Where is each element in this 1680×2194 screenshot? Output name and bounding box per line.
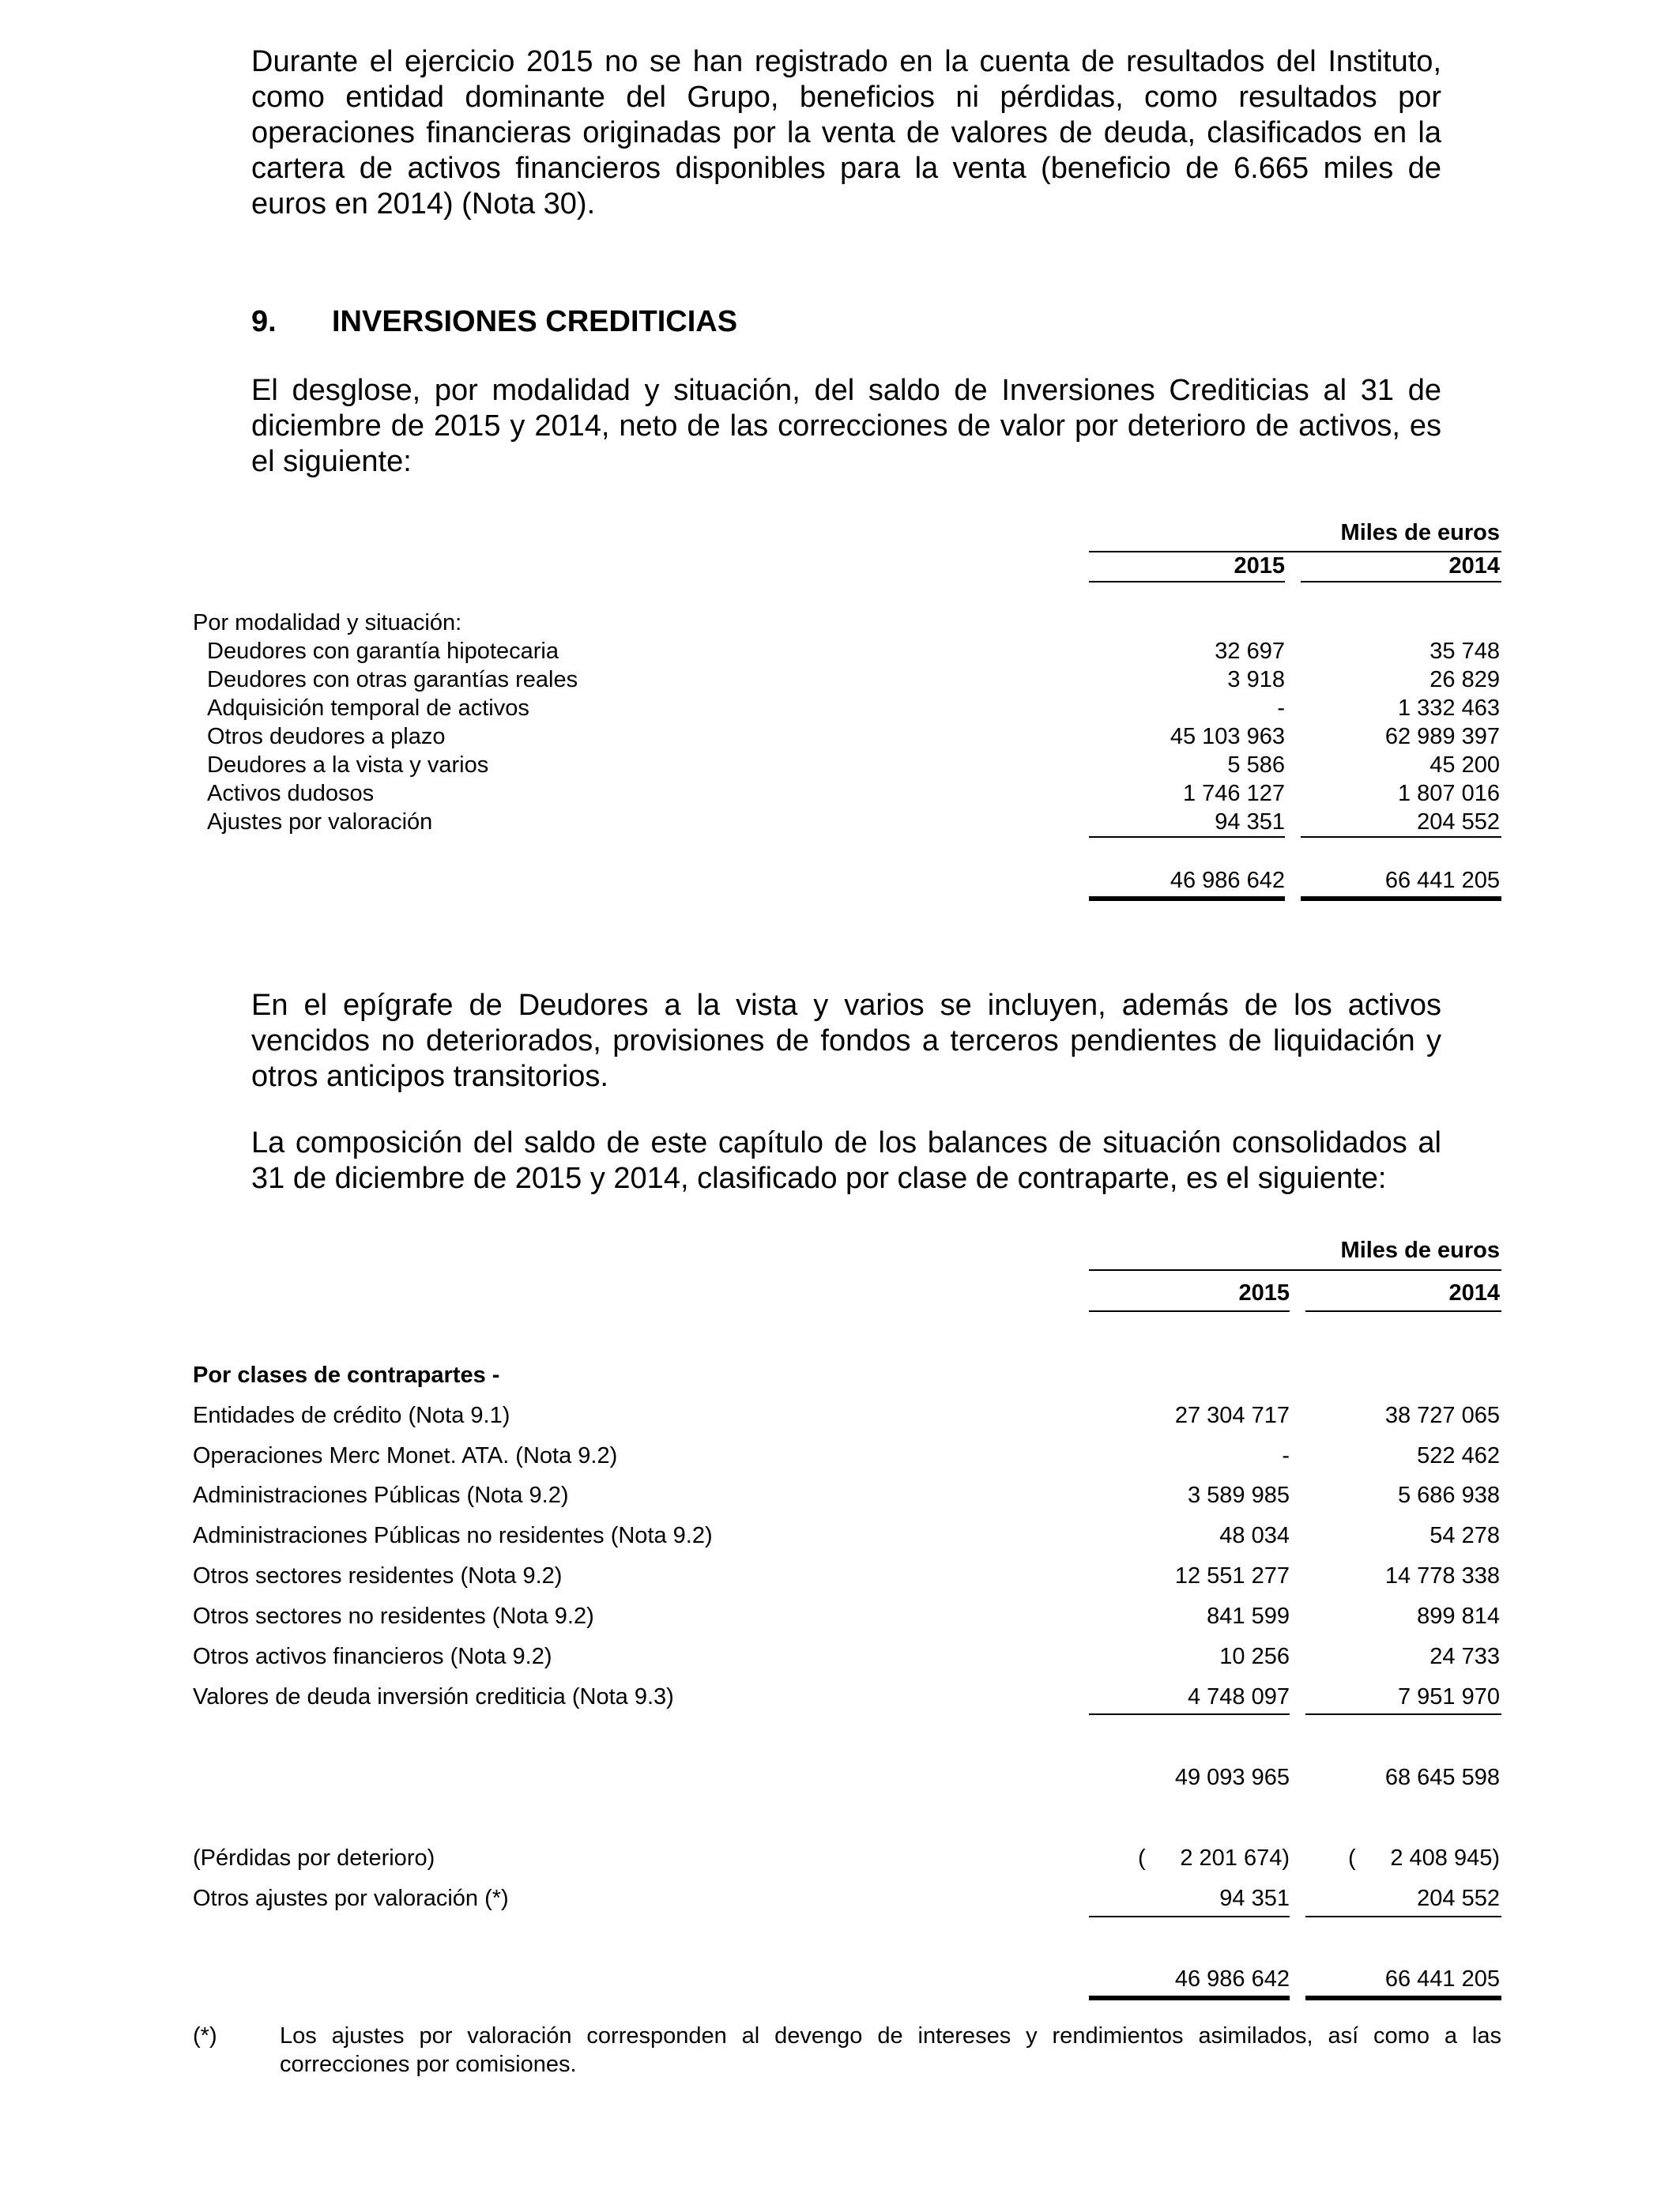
row-label: Administraciones Públicas no residentes (Nota 9.2) xyxy=(193,1523,713,1548)
row-value-2014: 62 989 397 xyxy=(1384,724,1500,749)
row-value-2014: 24 733 xyxy=(1430,1644,1500,1669)
row-value-2014: 26 829 xyxy=(1430,667,1500,692)
row-value-2014: 1 332 463 xyxy=(1397,696,1500,721)
paragraph-deudores: En el epígrafe de Deudores a la vista y varios se incluyen, además de los activos vencidos no deteriorados, provisiones de fondos a terceros pendientes de liquidación y otros anticipos transitorios. xyxy=(251,989,1441,1093)
row-value-2015: 5 586 xyxy=(1227,752,1285,778)
table2-col-2015: 2015 xyxy=(1238,1280,1290,1306)
row-value-2015: 3 589 985 xyxy=(1187,1483,1290,1508)
other-adjustments-2015: 94 351 xyxy=(1219,1886,1290,1911)
table1-group-label: Por modalidad y situación: xyxy=(193,610,462,635)
table1-col-2014: 2014 xyxy=(1448,553,1500,579)
table1-unit-rule xyxy=(1089,551,1501,552)
row-value-2015: - xyxy=(1282,1443,1290,1468)
row-label: Otros sectores residentes (Nota 9.2) xyxy=(193,1563,563,1589)
row-label: Adquisición temporal de activos xyxy=(207,696,529,721)
table2-sum-rule-2014 xyxy=(1305,1916,1501,1917)
row-value-2015: 27 304 717 xyxy=(1174,1403,1290,1428)
table2-total-2014: 66 441 205 xyxy=(1384,1966,1500,1992)
table1-col-2015: 2015 xyxy=(1234,553,1285,579)
row-label: Administraciones Públicas (Nota 9.2) xyxy=(193,1483,569,1508)
row-label: Otros activos financieros (Nota 9.2) xyxy=(193,1644,552,1669)
section-paragraph: El desglose, por modalidad y situación, del saldo de Inversiones Crediticias al 31 de diciembre de 2015 y 2014, neto de las correcciones de valor por deterioro de activos, es el siguiente: xyxy=(251,374,1441,478)
row-value-2015: 4 748 097 xyxy=(1187,1684,1290,1710)
table1-total-2015: 46 986 642 xyxy=(1170,868,1285,893)
row-value-2015: 45 103 963 xyxy=(1170,724,1285,749)
row-label: Deudores con otras garantías reales xyxy=(207,667,578,692)
impairment-value-2014: 2 408 945) xyxy=(1390,1845,1500,1871)
row-value-2014: 1 807 016 xyxy=(1397,781,1500,806)
row-value-2014: 5 686 938 xyxy=(1397,1483,1500,1508)
table1-col-rule-2014 xyxy=(1301,581,1501,582)
table2-subtotal-rule-2015 xyxy=(1089,1713,1290,1715)
table1-total-rule-2014 xyxy=(1301,896,1501,901)
row-label: Deudores a la vista y varios xyxy=(207,752,489,778)
other-adjustments-2014: 204 552 xyxy=(1417,1886,1500,1911)
table2-total-rule-2015 xyxy=(1089,1996,1290,2000)
table1-total-rule-2015 xyxy=(1089,896,1285,901)
impairment-paren-2014: ( xyxy=(1348,1845,1356,1871)
row-label: Entidades de crédito (Nota 9.1) xyxy=(193,1403,510,1428)
table2-col-rule-2014 xyxy=(1305,1310,1501,1312)
row-value-2014: 522 462 xyxy=(1417,1443,1500,1468)
row-value-2015: 48 034 xyxy=(1219,1523,1290,1548)
intro-paragraph: Durante el ejercicio 2015 no se han registrado en la cuenta de resultados del Instituto, como entidad dominante del Grupo, beneficios ni pérdidas, como resultados por operaciones financieras originadas por la venta de valores de deuda, clasificados en la cartera de activos financieros disponibles para la venta (beneficio de 6.665 miles de euros en 2014) (Nota 30). xyxy=(251,45,1441,221)
row-value-2014: 54 278 xyxy=(1430,1523,1500,1548)
row-value-2014: 7 951 970 xyxy=(1397,1684,1500,1710)
other-adjustments-label: Otros ajustes por valoración (*) xyxy=(193,1886,509,1911)
table2-col-rule-2015 xyxy=(1089,1310,1290,1312)
row-value-2015: 10 256 xyxy=(1219,1644,1290,1669)
row-label: Otros deudores a plazo xyxy=(207,724,446,749)
row-label: Ajustes por valoración xyxy=(207,809,433,835)
row-label: Otros sectores no residentes (Nota 9.2) xyxy=(193,1604,594,1629)
table2-subtotal-rule-2014 xyxy=(1305,1713,1501,1715)
impairment-value-2015: 2 201 674) xyxy=(1180,1845,1290,1871)
row-value-2014: 45 200 xyxy=(1430,752,1500,778)
table2-total-rule-2014 xyxy=(1305,1996,1501,2000)
impairment-label: (Pérdidas por deterioro) xyxy=(193,1845,435,1871)
table2-unit: Miles de euros xyxy=(1340,1238,1500,1263)
footnote-text: Los ajustes por valoración corresponden al devengo de intereses y rendimientos asimilados, así como a las correcciones por comisiones. xyxy=(280,2023,1501,2077)
row-label: Deudores con garantía hipotecaria xyxy=(207,639,559,664)
row-value-2015: 12 551 277 xyxy=(1174,1563,1290,1589)
section-heading xyxy=(251,305,737,339)
paragraph-composicion: La composición del saldo de este capítulo de los balances de situación consolidados al 31 de diciembre de 2015 y 2014, clasificado por clase de contraparte, es el siguiente: xyxy=(251,1126,1441,1195)
row-value-2015: 841 599 xyxy=(1207,1604,1290,1629)
row-label: Operaciones Merc Monet. ATA. (Nota 9.2) xyxy=(193,1443,618,1468)
table2-subtotal-2015: 49 093 965 xyxy=(1174,1765,1290,1790)
row-value-2014: 204 552 xyxy=(1417,809,1500,835)
table2-unit-rule xyxy=(1089,1269,1501,1271)
table1-total-2014: 66 441 205 xyxy=(1384,868,1500,893)
row-value-2015: - xyxy=(1277,696,1285,721)
table1-unit: Miles de euros xyxy=(1340,520,1500,545)
table1-sum-rule-2014 xyxy=(1301,836,1501,838)
row-value-2014: 35 748 xyxy=(1430,639,1500,664)
impairment-paren-2015: ( xyxy=(1138,1845,1146,1871)
row-label: Valores de deuda inversión crediticia (Nota 9.3) xyxy=(193,1684,674,1710)
section-number: 9. xyxy=(251,305,277,338)
row-value-2015: 3 918 xyxy=(1227,667,1285,692)
footnote-marker: (*) xyxy=(193,2023,217,2049)
table2-group-label: Por clases de contrapartes - xyxy=(193,1363,500,1388)
section-title: INVERSIONES CREDITICIAS xyxy=(332,305,738,338)
row-value-2014: 38 727 065 xyxy=(1384,1403,1500,1428)
row-value-2015: 1 746 127 xyxy=(1182,781,1285,806)
table2-subtotal-2014: 68 645 598 xyxy=(1384,1765,1500,1790)
table2-sum-rule-2015 xyxy=(1089,1916,1290,1917)
table2-col-2014: 2014 xyxy=(1448,1280,1500,1306)
row-value-2015: 94 351 xyxy=(1215,809,1285,835)
table1-sum-rule-2015 xyxy=(1089,836,1285,838)
row-value-2014: 899 814 xyxy=(1417,1604,1500,1629)
row-label: Activos dudosos xyxy=(207,781,375,806)
row-value-2015: 32 697 xyxy=(1215,639,1285,664)
table1-col-rule-2015 xyxy=(1089,581,1285,582)
row-value-2014: 14 778 338 xyxy=(1384,1563,1500,1589)
table2-total-2015: 46 986 642 xyxy=(1174,1966,1290,1992)
